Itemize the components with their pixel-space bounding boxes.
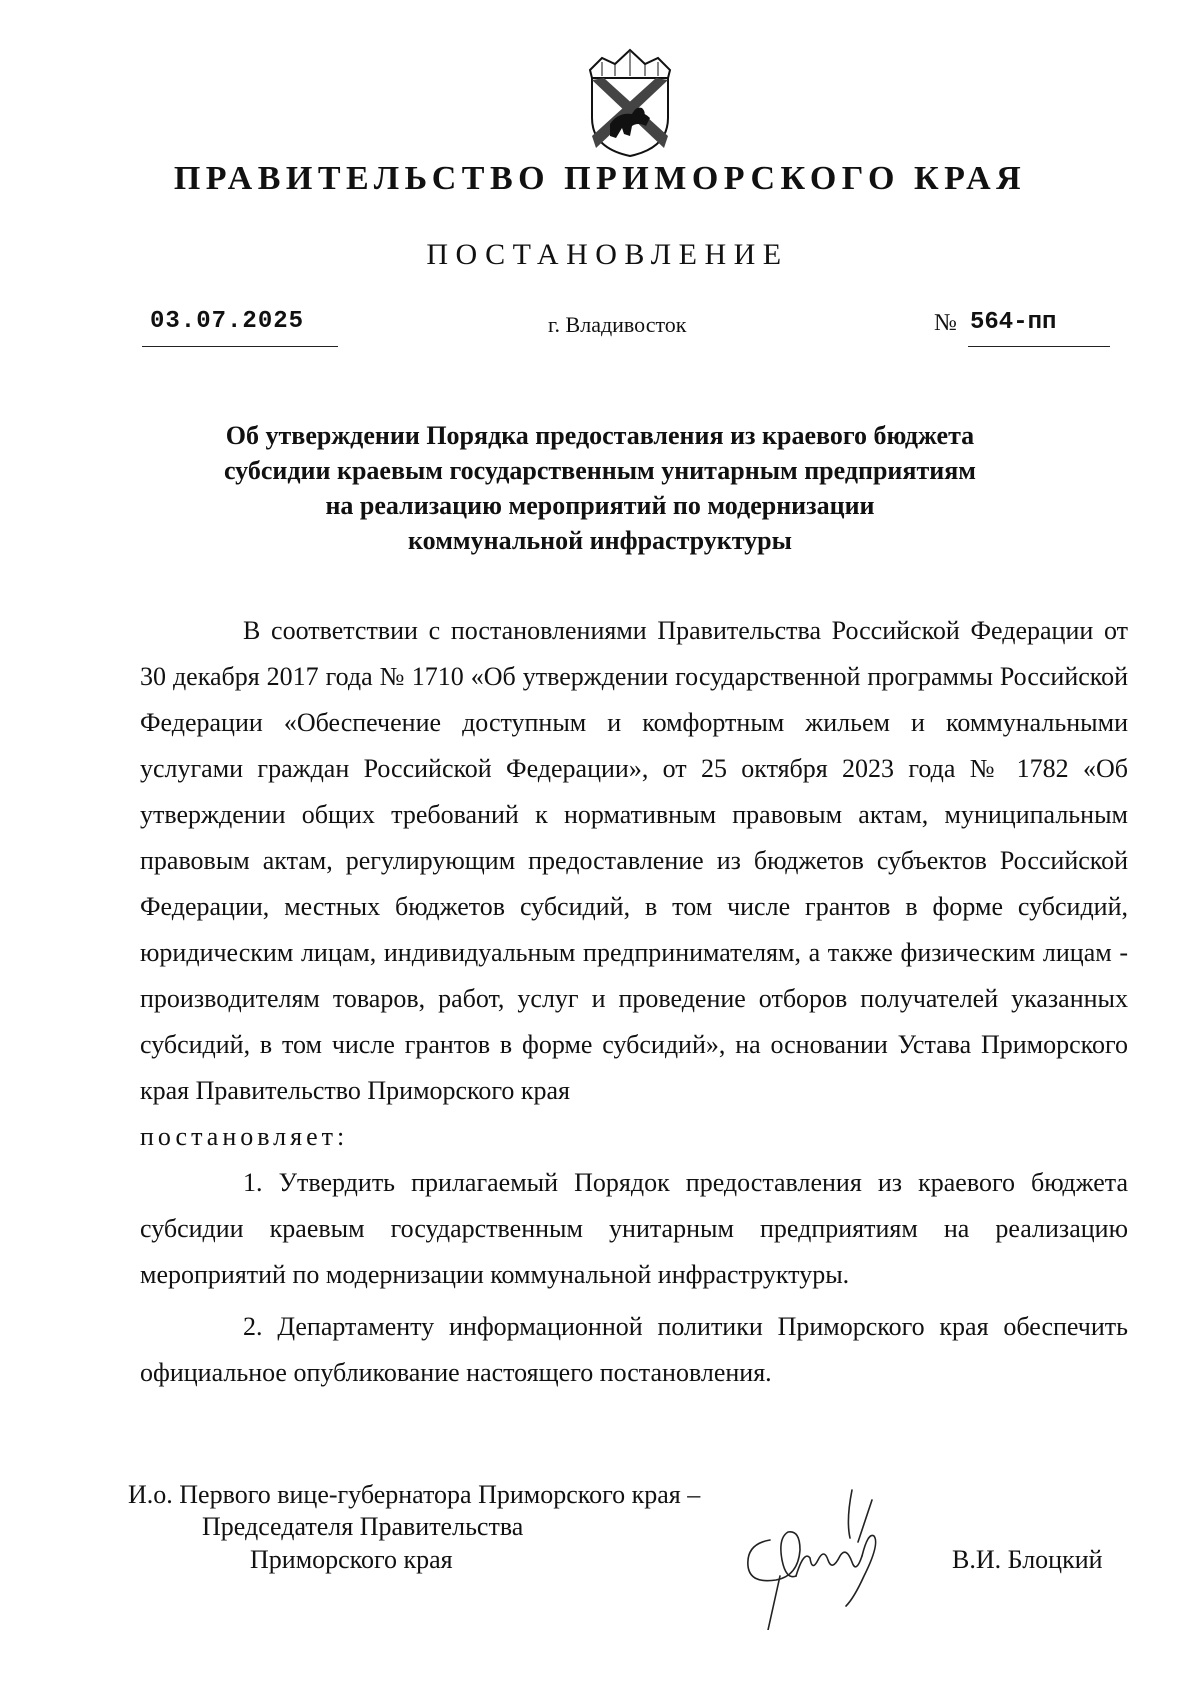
signatory-title-line: И.о. Первого вице-губернатора Приморского края –	[128, 1480, 701, 1509]
signatory-title-line: Приморского края	[250, 1545, 453, 1574]
subject-line: Об утверждении Порядка предоставления из краевого бюджета	[225, 421, 975, 450]
document-subject	[120, 418, 1080, 558]
signatory-title-line: Председателя Правительства	[202, 1512, 524, 1541]
document-type: ПОСТАНОВЛЕНИЕ	[426, 238, 789, 271]
item-1-paragraph: 1. Утвердить прилагаемый Порядок предоставления из краевого бюджета субсидии краевым государственным унитарным предприятиям на реализацию мероприятий по модернизации коммунальной инфраструктуры.	[140, 1168, 1128, 1289]
coat-of-arms-icon	[580, 40, 680, 160]
preamble-text: В соответствии с постановлениями Правительства Российской Федерации от 30 декабря 2017 года № 1710 «Об утверждении государственной программы Российской Федерации «Обеспечение доступным и комфортным жильем и коммунальными услугами граждан Российской Федерации», от 25 октября 2023 года № 1782 «Об утверждении общих требований к нормативным правовым актам, муниципальным правовым актам, регулирующим предоставление из бюджетов субъектов Российской Федерации, местных бюджетов субсидий, в том числе грантов в форме субсидий, юридическим лицам, индивидуальным предпринимателям, а также физическим лицам - производителям товаров, работ, услуг и проведение отборов получателей указанных субсидий, в том числе грантов в форме субсидий», на основании Устава Приморского края Правительство Приморского края	[140, 616, 1128, 1105]
preamble-paragraph	[140, 608, 1128, 1114]
resolves-paragraph	[140, 1114, 1128, 1160]
date-field	[142, 306, 338, 347]
city: г. Владивосток	[548, 312, 687, 337]
subject-line: коммунальной инфраструктуры	[408, 526, 792, 555]
handwritten-signature	[740, 1480, 905, 1630]
document-number: 564-пп	[970, 309, 1057, 336]
number-field	[968, 306, 1110, 347]
document-date: 03.07.2025	[150, 308, 305, 335]
government-title: ПРАВИТЕЛЬСТВО ПРИМОРСКОГО КРАЯ	[173, 160, 1027, 197]
item-2-paragraph: 2. Департаменту информационной политики Приморского края обеспечить официальное опубликование настоящего постановления.	[140, 1312, 1128, 1387]
subject-line: на реализацию мероприятий по модернизации	[325, 491, 875, 520]
document-body	[140, 608, 1128, 1396]
number-label: №	[934, 310, 957, 336]
signatory-name: В.И. Блоцкий	[952, 1545, 1103, 1574]
subject-line: субсидии краевым государственным унитарным предприятиям	[223, 456, 977, 485]
resolves-word: постановляет:	[140, 1122, 349, 1151]
